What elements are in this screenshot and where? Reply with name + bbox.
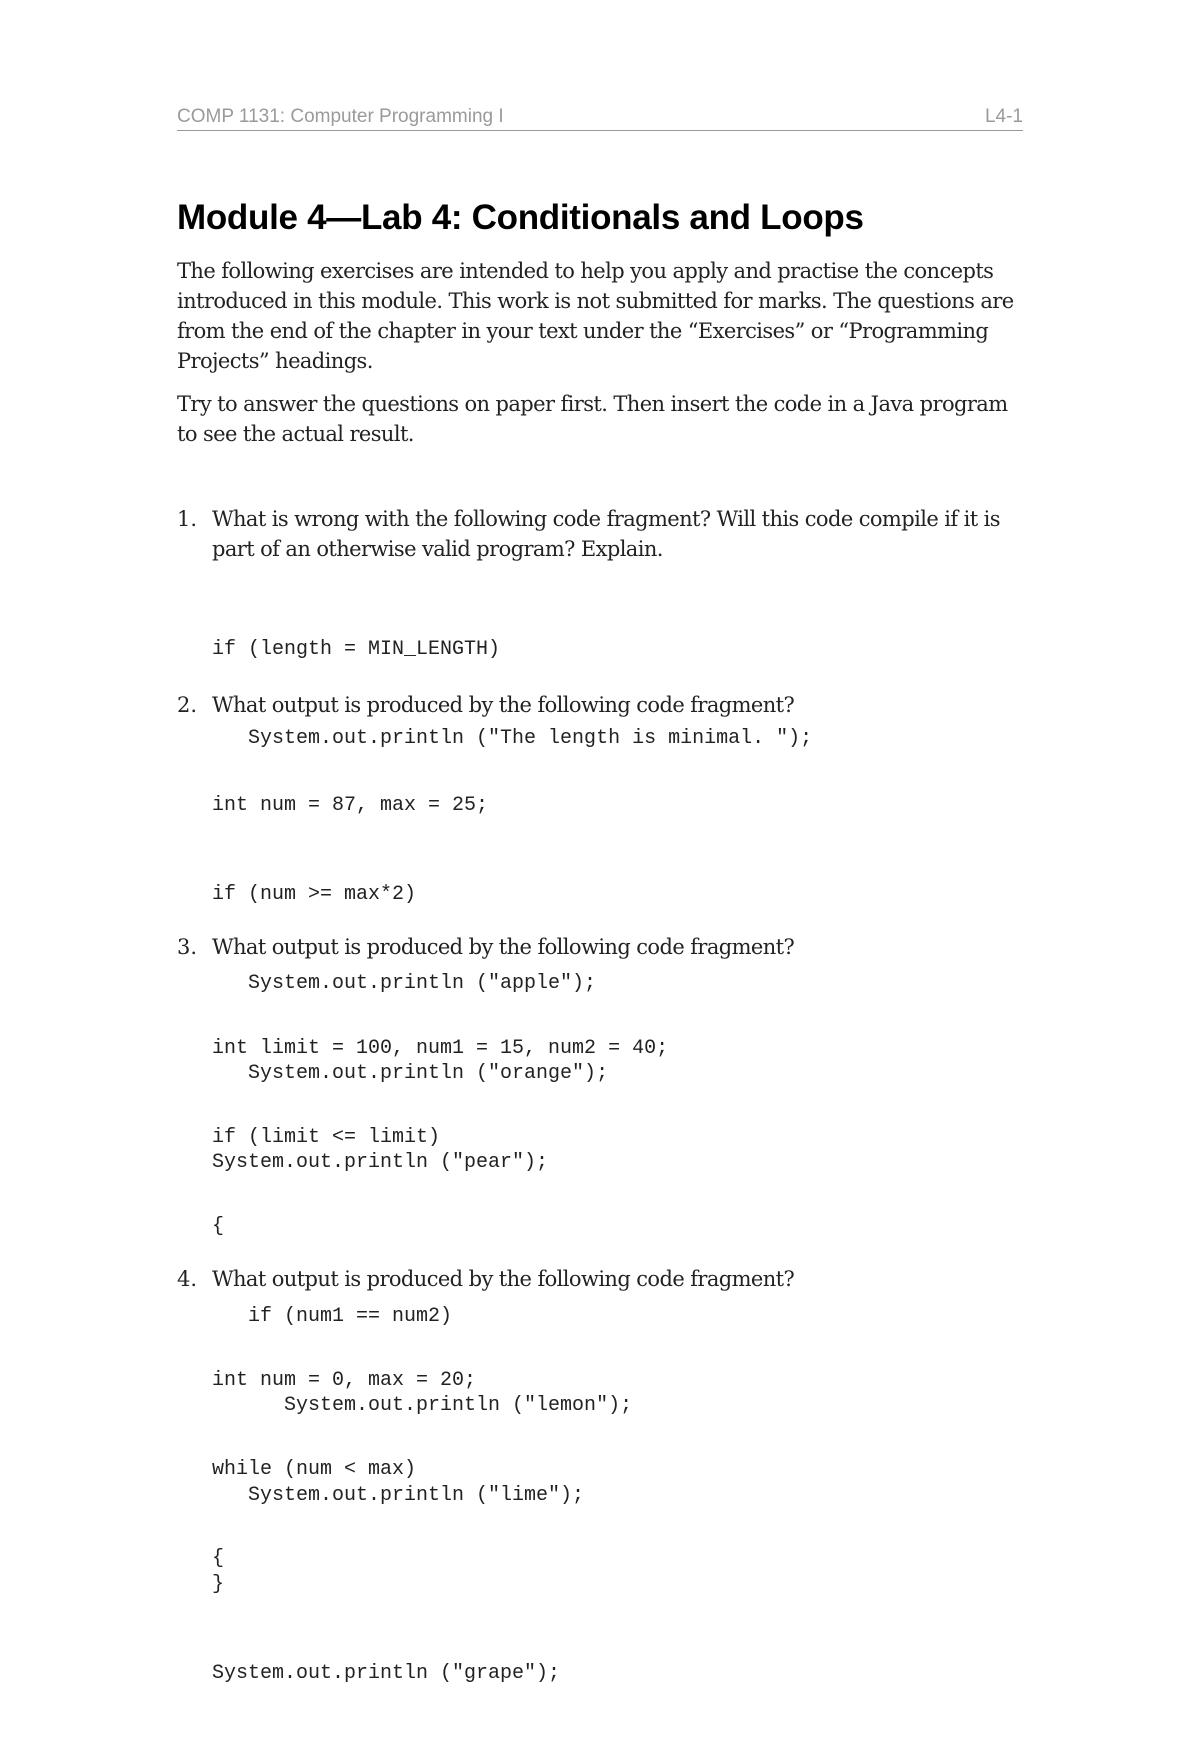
code-line: {	[212, 1547, 225, 1571]
code-line: System.out.println ("apple");	[212, 972, 597, 996]
code-line: if (length = MIN_LENGTH)	[212, 637, 501, 661]
code-line: System.out.println ("orange");	[212, 1061, 609, 1085]
page-label: L4-1	[984, 106, 1023, 127]
code-line: System.out.println ("The length is minimal. ");	[212, 726, 813, 750]
code-line: if (num1 == num2)	[212, 1304, 453, 1328]
question-number: 2.	[177, 693, 198, 717]
question-text: What output is produced by the following code fragment?	[212, 1267, 795, 1291]
question-text: What output is produced by the following code fragment?	[212, 935, 795, 959]
running-header	[177, 106, 1023, 131]
intro-paragraph-1: The following exercises are intended to help you apply and practise the concepts introduced in this module. This work is not submitted for marks. The questions are from the end of the chapter in your text under the “Exercises” or “Programming Projects” headings.	[177, 259, 1014, 373]
code-line: }	[212, 1572, 225, 1596]
code-line: int limit = 100, num1 = 15, num2 = 40;	[212, 1036, 669, 1060]
code-line: System.out.println ("pear");	[212, 1151, 549, 1175]
code-line: System.out.println ("lemon");	[212, 1394, 633, 1418]
code-line: if (num >= max*2)	[212, 882, 417, 906]
course-title: COMP 1131: Computer Programming I	[177, 106, 504, 127]
question-number: 3.	[177, 935, 198, 959]
code-line: int num = 0, max = 20;	[212, 1368, 477, 1392]
code-line: {	[212, 1215, 225, 1239]
code-line: System.out.println ("lime");	[212, 1483, 585, 1507]
lab-title: Module 4—Lab 4: Conditionals and Loops	[177, 198, 864, 237]
code-block-4	[212, 1306, 476, 1634]
question-number: 1.	[177, 507, 198, 531]
code-line: while (num < max)	[212, 1457, 417, 1481]
code-line: int num = 87, max = 25;	[212, 793, 489, 817]
question-text: What output is produced by the following code fragment?	[212, 693, 795, 717]
intro-paragraph-2: Try to answer the questions on paper first. Then insert the code in a Java program to see the actual result.	[177, 392, 1008, 446]
code-line: System.out.println ("grape");	[212, 1662, 561, 1686]
code-line: if (limit <= limit)	[212, 1125, 441, 1149]
question-text: What is wrong with the following code fragment? Will this code compile if it is part of an otherwise valid program? Explain.	[212, 507, 1000, 561]
question-number: 4.	[177, 1267, 198, 1291]
